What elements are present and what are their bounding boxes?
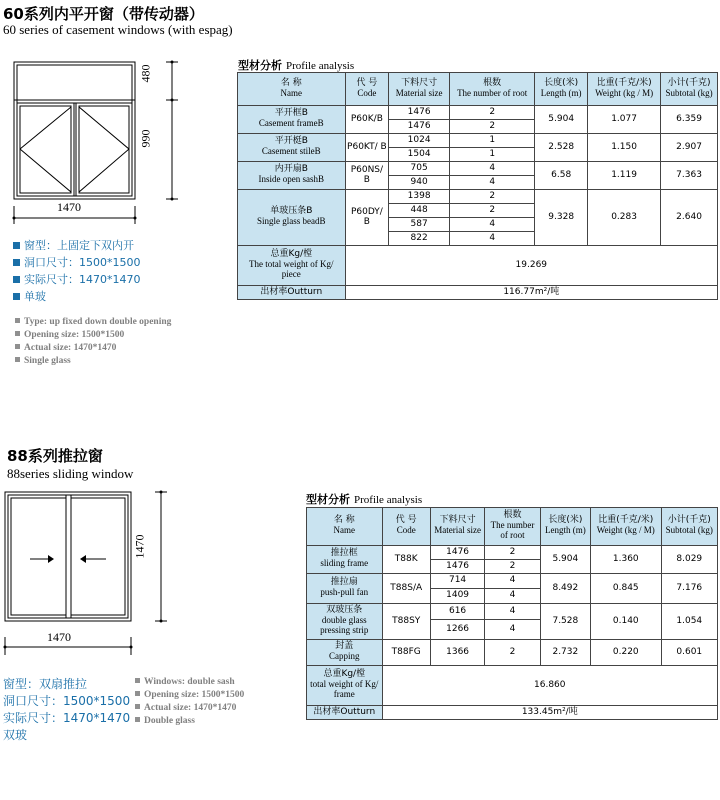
table-row: 平开梃B Casement stileB P60KT/ B 1024 1 2.528 1.150 2.907 [238, 134, 718, 148]
spec-actual: 实际尺寸：1470*1470 [13, 271, 141, 288]
table-row: 封盖 Capping T88FG 1366 2 2.732 0.220 0.601 [307, 640, 718, 666]
spec-type: 窗型：双扇推拉 [3, 677, 88, 691]
spec-type-en: Windows: double sash [135, 676, 244, 689]
section1-title: 60系列内平开窗（带传动器） [3, 5, 204, 23]
table-total-row: 总重Kg/樘 total weight of Kg/ frame 16.860 [307, 666, 718, 706]
spec-opening: 洞口尺寸：1500*1500 [13, 254, 141, 271]
dimension-bottom-height: 990 [138, 129, 153, 148]
spec-actual: 实际尺寸：1470*1470 [3, 711, 131, 725]
table-row: 1504 1 [238, 148, 718, 162]
table-total-row: 总重Kg/樘 The total weight of Kg/ piece 19.269 [238, 246, 718, 286]
spec-actual-en: Actual size: 1470*1470 [135, 702, 244, 715]
table-header-row: 名 称 Name 代 号 Code 下料尺寸 Material size 根数 The number of root 长度(米) Length (m) 比重(千克/米) Weight (kg / M) 小计(千克) Subtotal (kg) [307, 508, 718, 546]
table-row: 822 4 [238, 232, 718, 246]
section2-subtitle: 88series sliding window [7, 466, 134, 481]
spec-opening: 洞口尺寸：1500*1500 [3, 694, 131, 708]
dimension-width: 1470 [57, 200, 81, 214]
spec-opening-en: Opening size: 1500*1500 [135, 689, 244, 702]
arrow-left-icon [80, 555, 86, 563]
section1-subtitle: 60 series of casement windows (with espag) [3, 22, 233, 37]
spec-type: 窗型：上固定下双内开 [13, 237, 141, 254]
dimension-top-height: 480 [138, 64, 153, 83]
table-row: 平开框B Casement frameB P60K/B 1476 2 5.904 1.077 6.359 [238, 106, 718, 120]
table-header-row: 名 称 Name 代 号 Code 下料尺寸 Material size 根数 The number of root 长度(米) Length (m) 比重(千克/米) Weight (kg / M) 小计(千克) Subtotal (kg) [238, 73, 718, 106]
section1-specs-en [15, 316, 171, 368]
section2-specs-en [135, 676, 244, 728]
section2-profile-title: 型材分析 Profile analysis [306, 493, 423, 506]
dimension-width: 1470 [47, 630, 71, 644]
table-row: 1476 2 [238, 120, 718, 134]
table-row: 1476 2 [307, 560, 718, 574]
sliding-window-drawing [0, 485, 190, 665]
table-row: 推拉扇 push-pull fan T88S/A 714 4 8.492 0.845 7.176 [307, 574, 718, 589]
table-row: 587 4 [238, 218, 718, 232]
section1-profile-table [237, 72, 718, 300]
table-outturn-row: 出材率Outturn 133.45m²/吨 [307, 706, 718, 720]
table-row: 双玻压条 double glass pressing strip T88SY 616 4 7.528 0.140 1.054 [307, 604, 718, 620]
table-row: 1409 4 [307, 589, 718, 604]
spec-opening-en: Opening size: 1500*1500 [15, 329, 171, 342]
table-row: 推拉框 sliding frame T88K 1476 2 5.904 1.360 8.029 [307, 546, 718, 560]
spec-glass: 单玻 [13, 288, 141, 305]
table-row: 单玻压条B Single glass beadB P60DY/ B 1398 2 9.328 0.283 2.640 [238, 190, 718, 204]
section2-profile-table [306, 507, 718, 720]
spec-glass: 双玻 [3, 728, 28, 742]
section1-specs-cn [13, 237, 141, 305]
table-row: 内开扇B Inside open sashB P60NS/ B 705 4 6.58 1.119 7.363 [238, 162, 718, 176]
spec-actual-en: Actual size: 1470*1470 [15, 342, 171, 355]
table-row: 1266 4 [307, 620, 718, 640]
section2-specs-cn [3, 676, 130, 744]
section1-profile-title: 型材分析 Profile analysis [238, 59, 355, 72]
table-outturn-row: 出材率Outturn 116.77m²/吨 [238, 286, 718, 300]
arrow-right-icon [48, 555, 54, 563]
spec-glass-en: Single glass [15, 355, 171, 368]
dimension-height: 1470 [132, 534, 147, 559]
spec-glass-en: Double glass [135, 715, 244, 728]
section2-title: 88系列推拉窗 [7, 447, 103, 465]
table-row: 940 4 [238, 176, 718, 190]
casement-window-drawing [0, 50, 190, 240]
spec-type-en: Type: up fixed down double opening [15, 316, 171, 329]
table-row: 448 2 [238, 204, 718, 218]
